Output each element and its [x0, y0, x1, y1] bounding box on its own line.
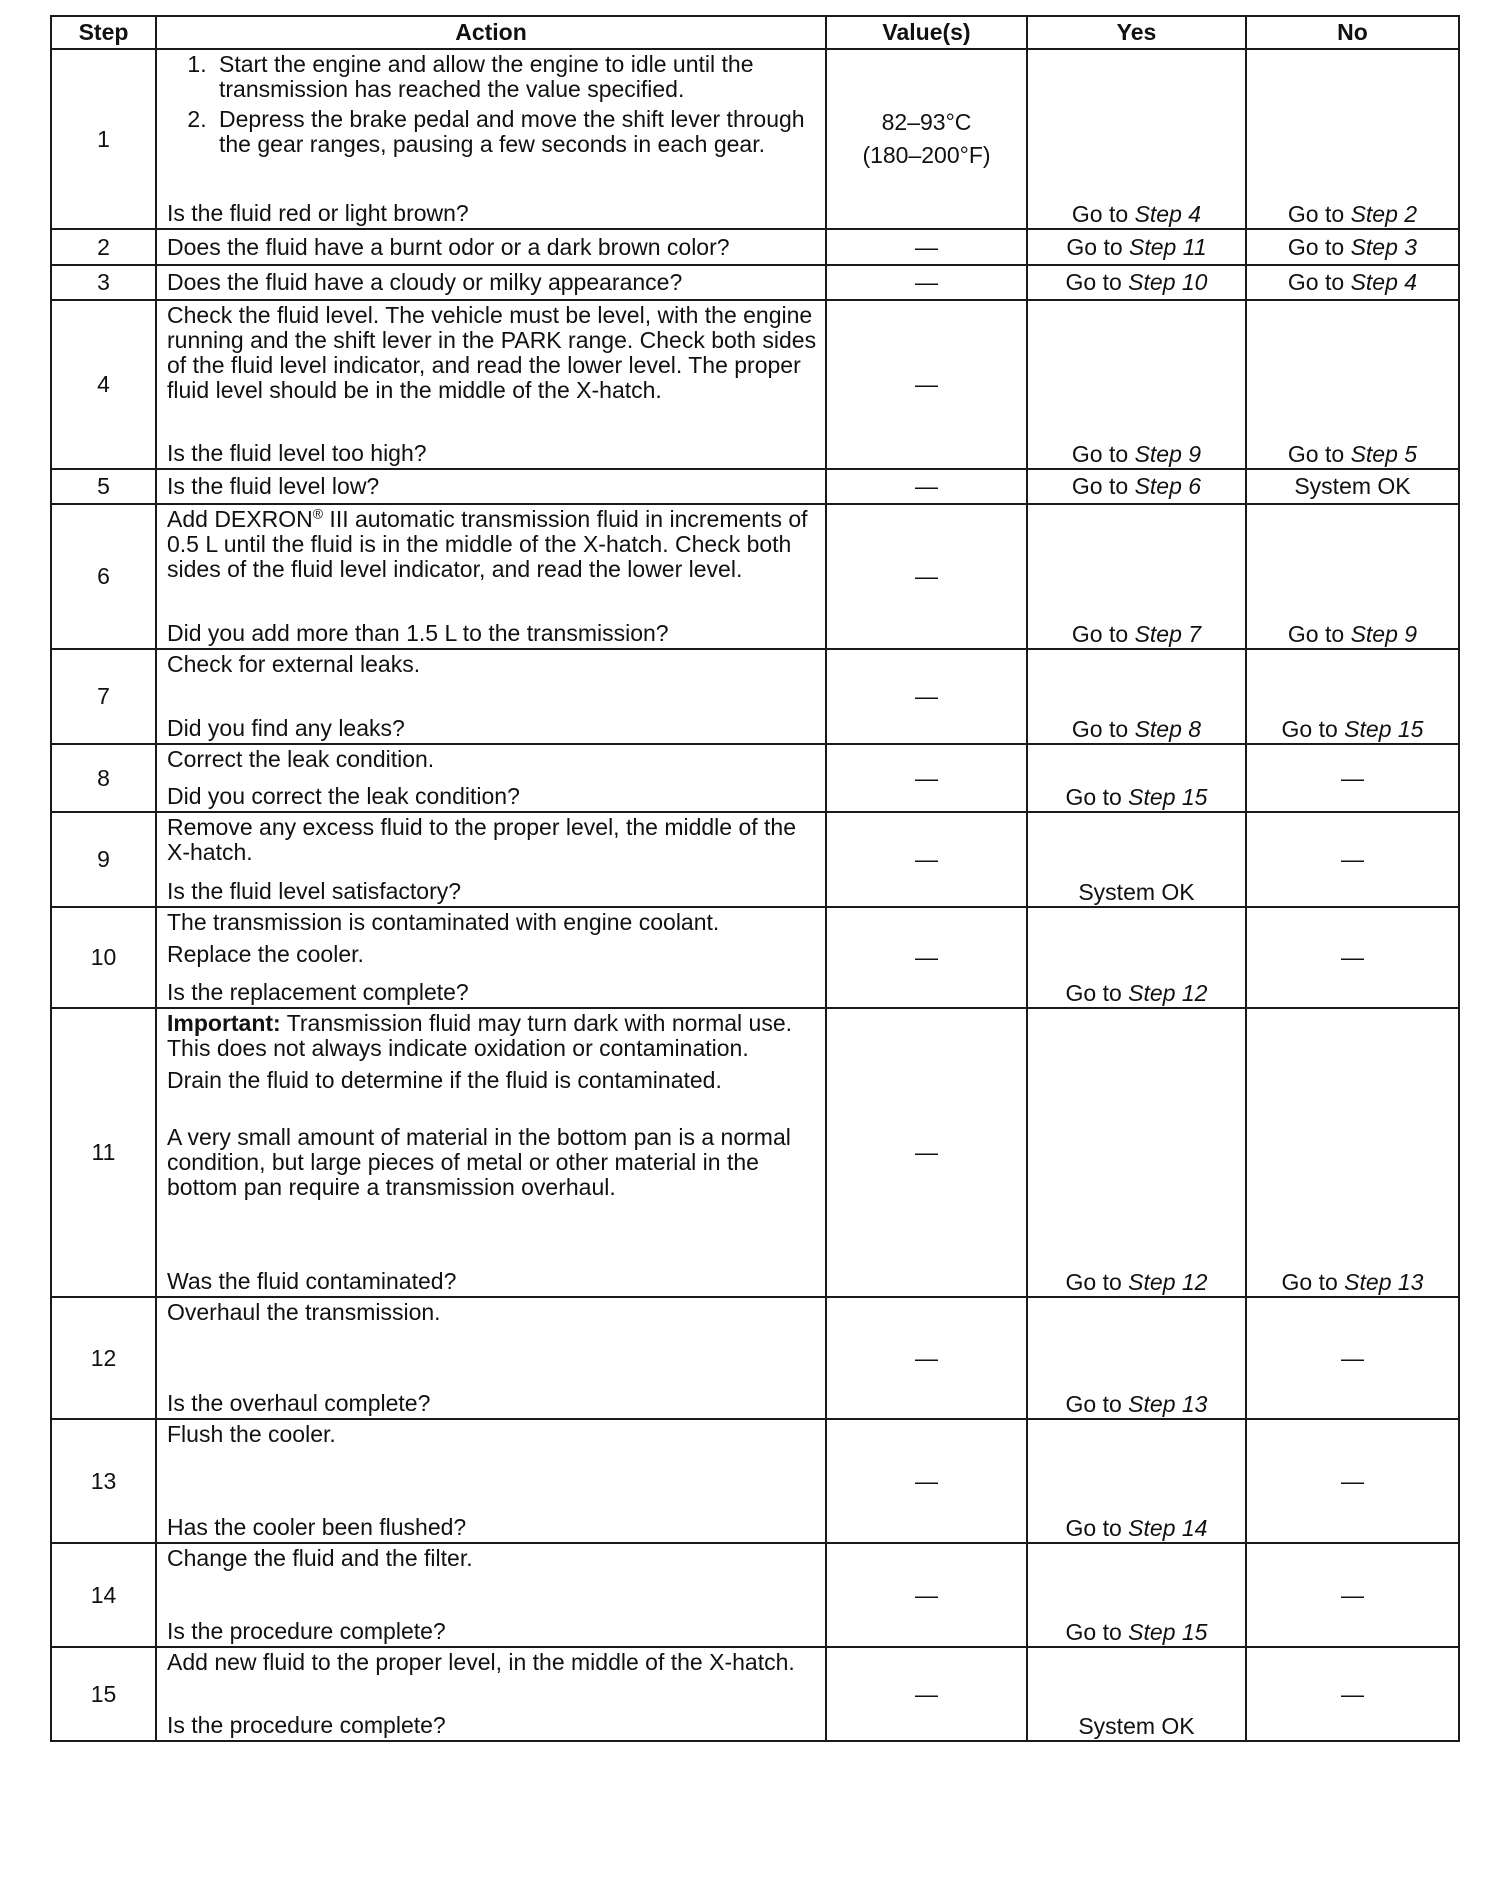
action-question: Is the procedure complete?	[167, 1712, 446, 1738]
yes-step-link: Step 8	[1134, 716, 1202, 742]
yes-cell	[1027, 265, 1246, 300]
action-cell	[156, 229, 826, 265]
go-to-label: Go to	[1287, 269, 1345, 295]
yes-result: System OK	[1078, 879, 1195, 905]
action-text-part: III automatic transmission fluid in increments of 0.5 L until the fluid is in the middle of the X-hatch. Check both sides of the fluid level indicator, and read the lower level.	[167, 506, 808, 582]
action-cell	[156, 49, 826, 229]
no-cell	[1246, 229, 1459, 265]
value-celsius: 82–93°C	[881, 109, 972, 135]
action-text: Overhaul the transmission.	[167, 1299, 441, 1325]
header-values: Value(s)	[826, 16, 1027, 49]
action-question: Did you find any leaks?	[167, 715, 405, 741]
go-to-label: Go to	[1287, 233, 1345, 260]
yes-result: System OK	[1078, 1713, 1195, 1739]
table-row	[51, 649, 1459, 744]
action-text: Replace the cooler.	[167, 941, 364, 967]
yes-step-link: Step 4	[1134, 201, 1202, 227]
action-text: Correct the leak condition.	[167, 746, 435, 772]
table-row	[51, 300, 1459, 469]
go-to-label: Go to	[1287, 621, 1345, 647]
action-step-item: 2. Depress the brake pedal and move the shift lever through the gear ranges, pausing a few seconds in each gear.	[213, 107, 817, 157]
go-to-label: Go to	[1281, 1269, 1338, 1295]
header-yes: Yes	[1027, 16, 1246, 49]
yes-cell	[1027, 49, 1246, 229]
action-question: Is the fluid red or light brown?	[167, 200, 469, 226]
value-cell: —	[826, 229, 1027, 265]
action-question: Did you correct the leak condition?	[167, 783, 520, 809]
step-number: 3	[51, 265, 156, 300]
go-to-label: Go to	[1287, 201, 1345, 227]
no-cell: —	[1246, 744, 1459, 812]
go-to-label: Go to	[1071, 441, 1129, 467]
step-number: 14	[51, 1543, 156, 1647]
yes-cell	[1027, 649, 1246, 744]
go-to-label: Go to	[1287, 441, 1345, 467]
action-cell	[156, 300, 826, 469]
value-cell: —	[826, 1297, 1027, 1419]
go-to-label: Go to	[1071, 473, 1129, 499]
action-cell	[156, 1297, 826, 1419]
action-cell	[156, 744, 826, 812]
no-step-link: Step 13	[1344, 1269, 1424, 1295]
action-question: Is the procedure complete?	[167, 1618, 446, 1644]
action-question: Was the fluid contaminated?	[167, 1268, 457, 1294]
no-cell: —	[1246, 1297, 1459, 1419]
yes-cell	[1027, 504, 1246, 649]
yes-step-link: Step 10	[1128, 269, 1208, 295]
step-number: 11	[51, 1008, 156, 1297]
no-cell: —	[1246, 1543, 1459, 1647]
table-row	[51, 504, 1459, 649]
yes-step-link: Step 15	[1128, 784, 1208, 810]
no-cell	[1246, 504, 1459, 649]
go-to-label: Go to	[1065, 1619, 1122, 1645]
diagnostic-table	[50, 15, 1460, 1742]
action-step-item: 1. Start the engine and allow the engine to idle until the transmission has reached the value specified.	[213, 52, 817, 102]
yes-step-link: Step 7	[1134, 621, 1202, 647]
yes-cell	[1027, 1543, 1246, 1647]
table-row	[51, 265, 1459, 300]
action-text	[167, 507, 817, 582]
header-no: No	[1246, 16, 1459, 49]
important-text: Transmission fluid may turn dark with normal use. This does not always indicate oxidation or contamination.	[167, 1010, 793, 1061]
step-number: 10	[51, 907, 156, 1008]
header-action: Action	[156, 16, 826, 49]
action-text: Flush the cooler.	[167, 1421, 336, 1447]
go-to-label: Go to	[1071, 201, 1129, 227]
go-to-label: Go to	[1065, 980, 1122, 1006]
yes-cell	[1027, 229, 1246, 265]
action-question: Is the replacement complete?	[167, 979, 469, 1005]
step-number: 12	[51, 1297, 156, 1419]
go-to-label: Go to	[1281, 716, 1338, 742]
action-cell	[156, 907, 826, 1008]
go-to-label: Go to	[1071, 716, 1129, 742]
yes-cell	[1027, 812, 1246, 907]
action-question: Is the fluid level satisfactory?	[167, 878, 462, 904]
important-label: Important:	[167, 1010, 281, 1036]
action-question: Has the cooler been flushed?	[167, 1514, 467, 1540]
action-question: Is the fluid level too high?	[167, 440, 427, 466]
yes-step-link: Step 9	[1134, 441, 1202, 467]
yes-cell	[1027, 300, 1246, 469]
action-question: Does the fluid have a burnt odor or a dark brown color?	[167, 233, 730, 260]
action-cell	[156, 1419, 826, 1543]
yes-step-link: Step 12	[1128, 980, 1208, 1006]
table-row	[51, 812, 1459, 907]
yes-step-link: Step 15	[1128, 1619, 1208, 1645]
go-to-label: Go to	[1065, 784, 1122, 810]
value-cell: —	[826, 1008, 1027, 1297]
no-cell	[1246, 649, 1459, 744]
go-to-label: Go to	[1065, 269, 1122, 295]
value-cell: —	[826, 469, 1027, 504]
action-text: A very small amount of material in the bottom pan is a normal condition, but large pieces of metal or other material in the bottom pan require a transmission overhaul.	[167, 1124, 791, 1200]
action-cell	[156, 504, 826, 649]
action-steps-list	[167, 52, 817, 157]
step-number: 1	[51, 49, 156, 229]
yes-cell	[1027, 1297, 1246, 1419]
yes-cell	[1027, 1647, 1246, 1741]
go-to-label: Go to	[1065, 1391, 1122, 1417]
step-number: 13	[51, 1419, 156, 1543]
no-cell	[1246, 49, 1459, 229]
no-step-link: Step 4	[1350, 269, 1418, 295]
action-cell	[156, 649, 826, 744]
value-cell	[826, 49, 1027, 229]
yes-cell	[1027, 744, 1246, 812]
table-row	[51, 1297, 1459, 1419]
action-cell	[156, 812, 826, 907]
value-cell: —	[826, 649, 1027, 744]
yes-step-link: Step 11	[1129, 233, 1207, 260]
action-text: Drain the fluid to determine if the fluid is contaminated.	[167, 1067, 722, 1093]
no-cell	[1246, 300, 1459, 469]
registered-mark: ®	[312, 505, 324, 522]
no-cell	[1246, 265, 1459, 300]
yes-cell	[1027, 1008, 1246, 1297]
action-cell	[156, 265, 826, 300]
no-cell: —	[1246, 1647, 1459, 1741]
yes-cell	[1027, 1419, 1246, 1543]
no-step-link: Step 9	[1350, 621, 1418, 647]
no-cell	[1246, 1008, 1459, 1297]
action-text-part: Add DEXRON	[167, 506, 313, 532]
value-cell: —	[826, 907, 1027, 1008]
no-step-link: Step 2	[1350, 201, 1418, 227]
table-row	[51, 907, 1459, 1008]
header-step: Step	[51, 16, 156, 49]
action-question: Did you add more than 1.5 L to the transmission?	[167, 620, 669, 646]
value-cell: —	[826, 812, 1027, 907]
value-cell: —	[826, 504, 1027, 649]
step-number: 8	[51, 744, 156, 812]
table-row	[51, 49, 1459, 229]
yes-cell	[1027, 907, 1246, 1008]
value-cell: —	[826, 300, 1027, 469]
yes-step-link: Step 13	[1128, 1391, 1208, 1417]
no-cell: System OK	[1246, 469, 1459, 504]
go-to-label: Go to	[1065, 1269, 1122, 1295]
no-cell: —	[1246, 812, 1459, 907]
value-cell: —	[826, 1543, 1027, 1647]
header-row	[51, 16, 1459, 49]
value-cell: —	[826, 1647, 1027, 1741]
action-text: Check for external leaks.	[167, 651, 421, 677]
table-row	[51, 469, 1459, 504]
step-number: 7	[51, 649, 156, 744]
action-cell	[156, 1008, 826, 1297]
table-row	[51, 1008, 1459, 1297]
table-row	[51, 1419, 1459, 1543]
step-number: 15	[51, 1647, 156, 1741]
action-text: Check the fluid level. The vehicle must be level, with the engine running and the shift lever in the PARK range. Check both sides of the fluid level indicator, and read the lower level. The proper fluid level should be in the middle of the X-hatch.	[167, 302, 817, 403]
go-to-label: Go to	[1071, 621, 1129, 647]
no-step-link: Step 15	[1344, 716, 1424, 742]
step-number: 4	[51, 300, 156, 469]
action-question: Is the fluid level low?	[167, 473, 380, 499]
value-cell: —	[826, 1419, 1027, 1543]
go-to-label: Go to	[1066, 233, 1123, 260]
step-number: 6	[51, 504, 156, 649]
no-step-link: Step 5	[1350, 441, 1418, 467]
action-question: Is the overhaul complete?	[167, 1390, 431, 1416]
action-question: Does the fluid have a cloudy or milky appearance?	[167, 269, 683, 295]
action-text: Change the fluid and the filter.	[167, 1545, 473, 1571]
step-number: 2	[51, 229, 156, 265]
yes-step-link: Step 6	[1134, 473, 1202, 499]
step-number: 9	[51, 812, 156, 907]
action-text: Add new fluid to the proper level, in the middle of the X-hatch.	[167, 1649, 795, 1675]
action-cell	[156, 469, 826, 504]
table-row	[51, 744, 1459, 812]
action-cell	[156, 1543, 826, 1647]
no-cell: —	[1246, 907, 1459, 1008]
step-number: 5	[51, 469, 156, 504]
value-fahrenheit: (180–200°F)	[862, 142, 991, 168]
table-row	[51, 1647, 1459, 1741]
yes-cell	[1027, 469, 1246, 504]
value-cell: —	[826, 744, 1027, 812]
action-cell	[156, 1647, 826, 1741]
table-row	[51, 1543, 1459, 1647]
yes-step-link: Step 12	[1128, 1269, 1208, 1295]
action-text: The transmission is contaminated with engine coolant.	[167, 909, 720, 935]
value-cell: —	[826, 265, 1027, 300]
yes-step-link: Step 14	[1128, 1515, 1208, 1541]
action-text: Remove any excess fluid to the proper level, the middle of the X-hatch.	[167, 814, 797, 865]
no-step-link: Step 3	[1350, 233, 1418, 260]
important-note	[167, 1011, 817, 1061]
go-to-label: Go to	[1065, 1515, 1122, 1541]
no-cell: —	[1246, 1419, 1459, 1543]
table-row	[51, 229, 1459, 265]
